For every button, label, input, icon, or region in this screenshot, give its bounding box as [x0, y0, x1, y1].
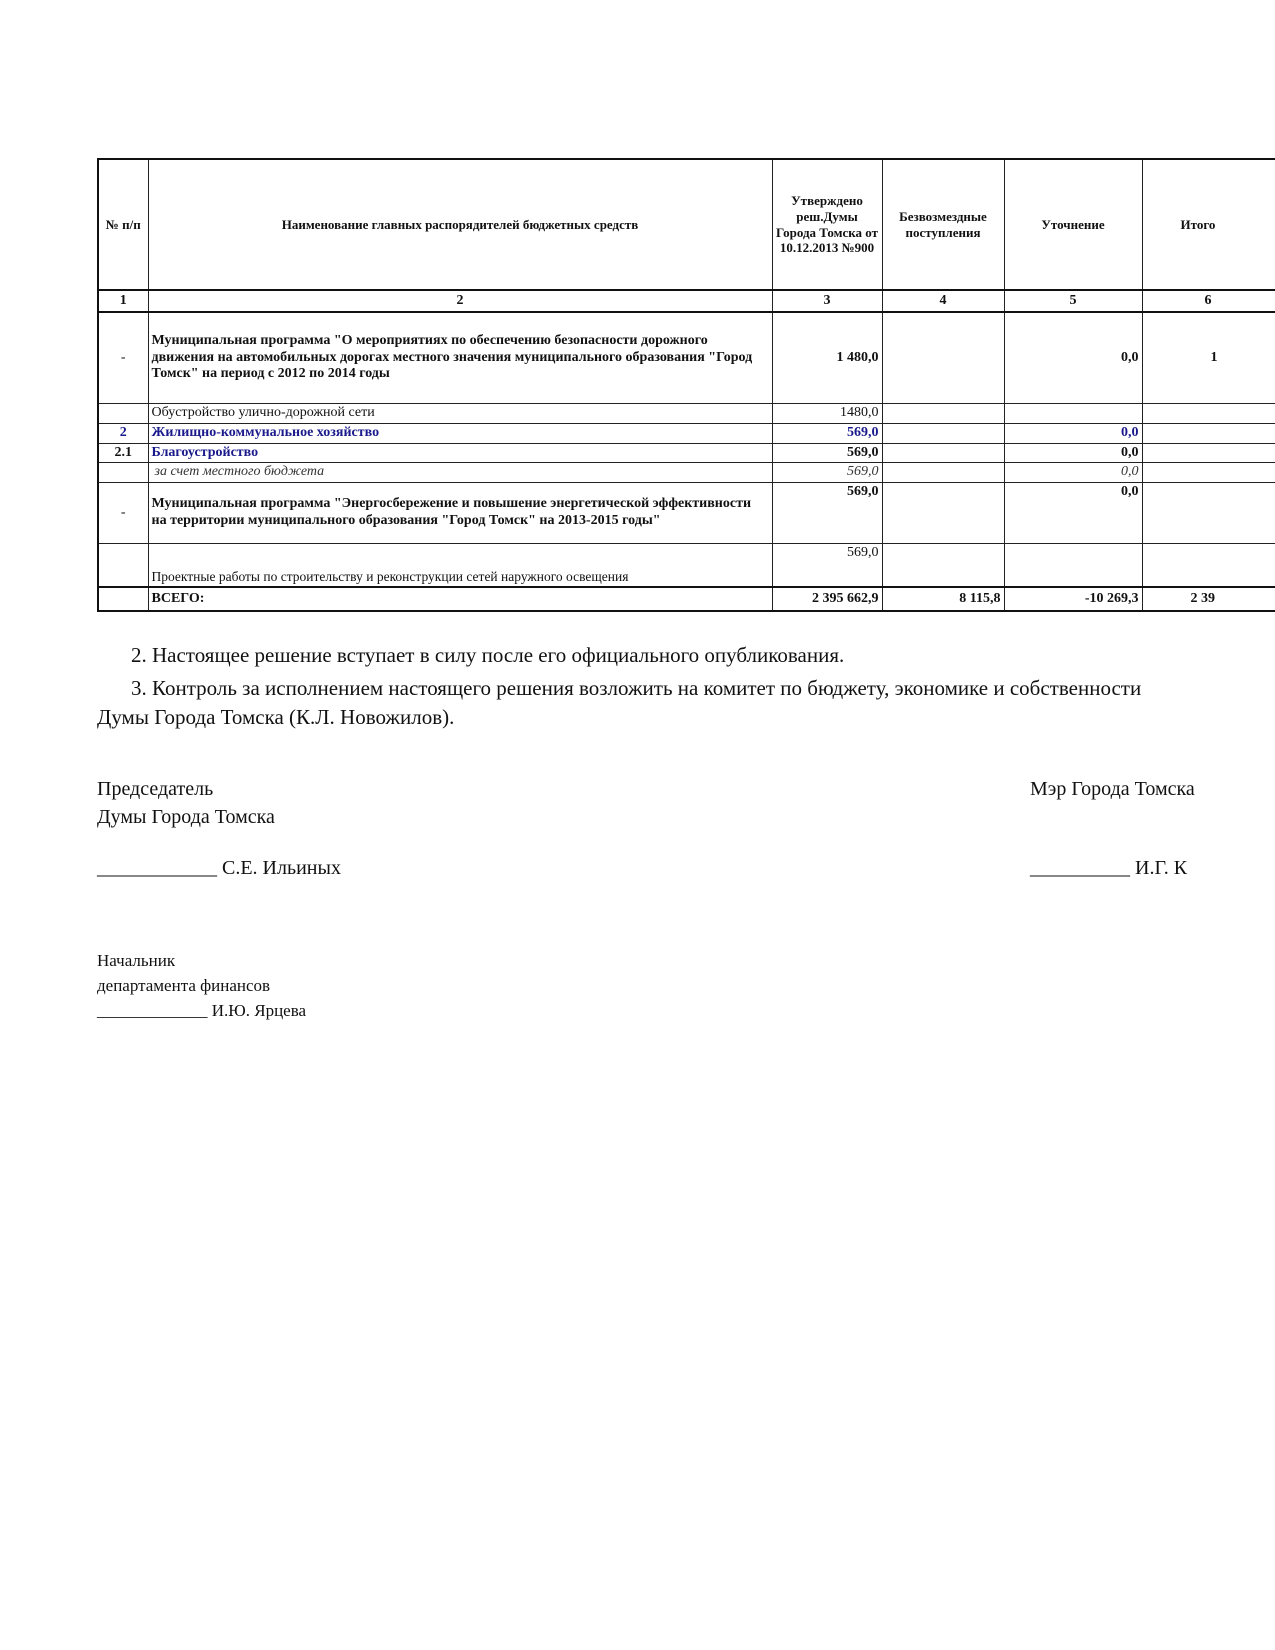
row-grants: [882, 443, 1004, 463]
header-approved: Утверждено реш.Думы Города Томска от 10.12.2013 №900: [772, 159, 882, 290]
header-name: Наименование главных распорядителей бюджетных средств: [148, 159, 772, 290]
row-no: -: [98, 312, 148, 404]
column-number: 3: [772, 290, 882, 312]
row-name: Жилищно-коммунальное хозяйство: [148, 423, 772, 443]
table-row: [98, 463, 1275, 483]
total-total: 2 39: [1142, 587, 1275, 611]
row-grants: [882, 483, 1004, 544]
column-number: 2: [148, 290, 772, 312]
finance-title-line1: Начальник: [97, 951, 176, 970]
row-total: [1142, 404, 1275, 424]
row-no: -: [98, 483, 148, 544]
row-name: Проектные работы по строительству и реконструкции сетей наружного освещения: [148, 544, 772, 588]
header-grants: Безвозмездные поступления: [882, 159, 1004, 290]
row-grants: [882, 404, 1004, 424]
row-no: 2: [98, 423, 148, 443]
row-no: [98, 544, 148, 588]
row-grants: [882, 423, 1004, 443]
chairman-title-line2: Думы Города Томска: [97, 806, 275, 828]
paragraph-3-line2: Думы Города Томска (К.Л. Новожилов).: [97, 705, 455, 729]
row-clarification: 0,0: [1004, 423, 1142, 443]
column-number-row: [98, 290, 1275, 312]
row-clarification: 0,0: [1004, 312, 1142, 404]
chairman-title-line1: Председатель: [97, 778, 214, 800]
header-no: № п/п: [98, 159, 148, 290]
total-clarification: -10 269,3: [1004, 587, 1142, 611]
row-name: Благоустройство: [148, 443, 772, 463]
row-approved: 1480,0: [772, 404, 882, 424]
budget-table: [97, 158, 1275, 612]
row-total: [1142, 483, 1275, 544]
row-approved: 569,0: [772, 483, 882, 544]
row-clarification: [1004, 544, 1142, 588]
header-total: Итого: [1142, 159, 1275, 290]
column-number: 5: [1004, 290, 1142, 312]
total-label: ВСЕГО:: [148, 587, 772, 611]
column-number: 6: [1142, 290, 1275, 312]
row-total: [1142, 443, 1275, 463]
row-grants: [882, 544, 1004, 588]
row-name: Муниципальная программа "О мероприятиях по обеспечению безопасности дорожного движения на автомобильных дорогах местного значения муниципального образования "Город Томск" на период с 2012 по 2014 годы: [148, 312, 772, 404]
row-name: Муниципальная программа "Энергосбережение и повышение энергетической эффективности на территории муниципального образования "Город Томск" на 2013-2015 годы": [148, 483, 772, 544]
row-no: [98, 463, 148, 483]
row-grants: [882, 463, 1004, 483]
total-grants: 8 115,8: [882, 587, 1004, 611]
row-total: 1: [1142, 312, 1275, 404]
total-row: [98, 587, 1275, 611]
total-approved: 2 395 662,9: [772, 587, 882, 611]
table-header-row: [98, 159, 1275, 290]
row-clarification: [1004, 404, 1142, 424]
row-clarification: 0,0: [1004, 463, 1142, 483]
chairman-signature: ____________ С.Е. Ильиных: [97, 857, 341, 879]
table-row: [98, 404, 1275, 424]
row-name: Обустройство улично-дорожной сети: [148, 404, 772, 424]
row-total: [1142, 423, 1275, 443]
paragraph-3-line1: 3. Контроль за исполнением настоящего решения возложить на комитет по бюджету, экономике и собственности: [131, 676, 1142, 700]
row-grants: [882, 312, 1004, 404]
row-clarification: 0,0: [1004, 483, 1142, 544]
finance-title-line2: департамента финансов: [97, 976, 271, 995]
row-no: 2.1: [98, 443, 148, 463]
table-row: [98, 544, 1275, 588]
column-number: 1: [98, 290, 148, 312]
row-approved: 569,0: [772, 463, 882, 483]
mayor-title: Мэр Города Томска: [1030, 778, 1195, 800]
row-approved: 569,0: [772, 544, 882, 588]
row-approved: 569,0: [772, 443, 882, 463]
table-row: [98, 312, 1275, 404]
column-number: 4: [882, 290, 1004, 312]
row-approved: 1 480,0: [772, 312, 882, 404]
row-clarification: 0,0: [1004, 443, 1142, 463]
table-row: [98, 483, 1275, 544]
header-clarification: Уточнение: [1004, 159, 1142, 290]
row-approved: 569,0: [772, 423, 882, 443]
row-no: [98, 404, 148, 424]
finance-signature: _____________ И.Ю. Ярцева: [97, 1001, 307, 1020]
total-no: [98, 587, 148, 611]
row-name: за счет местного бюджета: [148, 463, 772, 483]
table-row: [98, 423, 1275, 443]
table-row: [98, 443, 1275, 463]
row-total: [1142, 544, 1275, 588]
row-total: [1142, 463, 1275, 483]
paragraph-2: 2. Настоящее решение вступает в силу после его официального опубликования.: [131, 643, 845, 667]
mayor-signature: __________ И.Г. К: [1030, 857, 1188, 879]
